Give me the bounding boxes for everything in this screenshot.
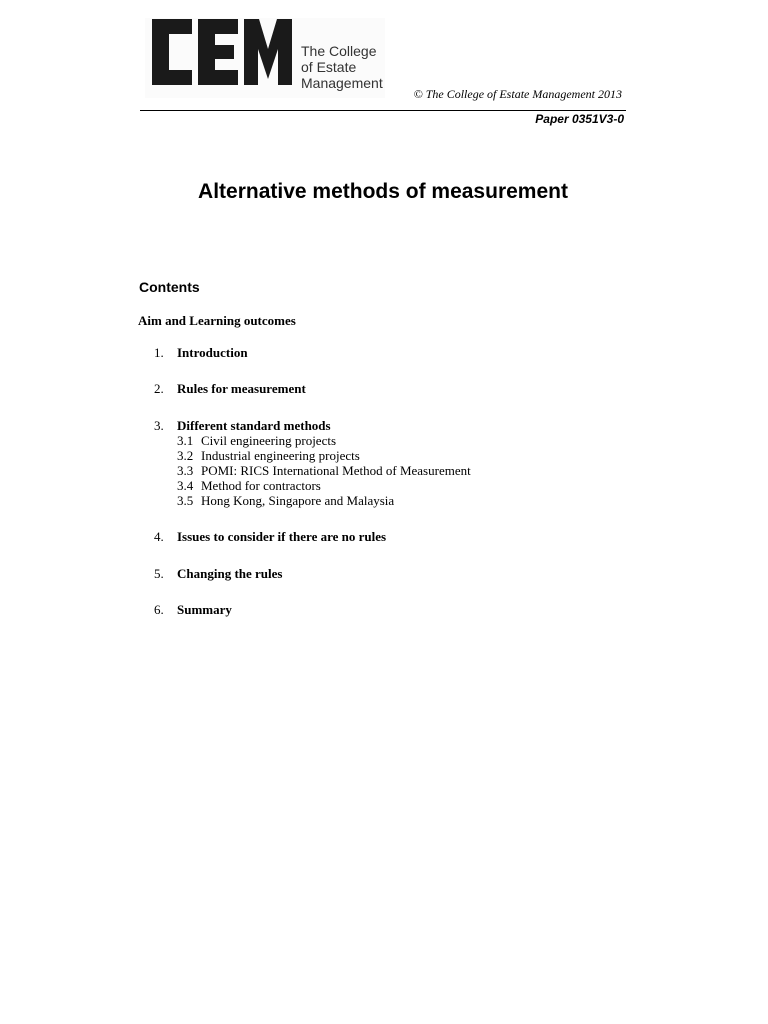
toc-subitem-number: 3.1: [177, 433, 194, 448]
toc-subitem-number: 3.5: [177, 493, 194, 508]
toc-aim-learning-outcomes: Aim and Learning outcomes: [138, 313, 296, 328]
paper-reference: Paper 0351V3-0: [535, 112, 624, 126]
toc-item-different-standard-methods: [154, 418, 331, 434]
toc-subitem-number: 3.2: [177, 448, 194, 463]
toc-subitem: [177, 433, 471, 448]
college-name: [301, 43, 383, 91]
toc-number: 6.: [154, 602, 164, 617]
cem-logo: [145, 18, 385, 98]
toc-number: 2.: [154, 381, 164, 396]
toc-label: Different standard methods: [177, 418, 331, 433]
toc-subitem-label: Hong Kong, Singapore and Malaysia: [201, 493, 395, 508]
toc-subitem: [177, 478, 471, 493]
toc-item-rules-for-measurement: [154, 381, 306, 397]
college-name-line: of Estate: [301, 59, 357, 75]
toc-subitem: [177, 448, 471, 463]
toc-subitems: [177, 433, 471, 508]
toc-subitem-label: Industrial engineering projects: [201, 448, 360, 463]
college-name-line: Management: [301, 75, 383, 91]
toc-number: 4.: [154, 529, 164, 544]
toc-number: 1.: [154, 345, 164, 360]
toc-number: 5.: [154, 566, 164, 581]
toc-subitem-label: Method for contractors: [201, 478, 321, 493]
cem-logo-mark: [152, 19, 292, 85]
toc-subitem: [177, 463, 471, 478]
toc-item-issues-to-consider: [154, 529, 386, 545]
toc-label: Introduction: [177, 345, 248, 360]
copyright-notice: © The College of Estate Management 2013: [413, 87, 622, 101]
toc-subitem-number: 3.3: [177, 463, 194, 478]
document-title: Alternative methods of measurement: [198, 180, 568, 203]
toc-item-changing-the-rules: [154, 566, 282, 582]
header-rule: [140, 110, 626, 111]
toc-label: Changing the rules: [177, 566, 283, 581]
toc-subitem: [177, 493, 471, 508]
toc-item-introduction: [154, 345, 248, 361]
toc-label: Issues to consider if there are no rules: [177, 529, 387, 544]
toc-item-summary: [154, 602, 232, 618]
toc-subitem-label: POMI: RICS International Method of Measurement: [201, 463, 471, 478]
toc-subitem-label: Civil engineering projects: [201, 433, 337, 448]
college-name-line: The College: [301, 43, 377, 59]
toc-subitem-number: 3.4: [177, 478, 194, 493]
toc-label: Rules for measurement: [177, 381, 306, 396]
toc-number: 3.: [154, 418, 164, 433]
contents-heading: Contents: [139, 279, 200, 295]
toc-label: Summary: [177, 602, 232, 617]
